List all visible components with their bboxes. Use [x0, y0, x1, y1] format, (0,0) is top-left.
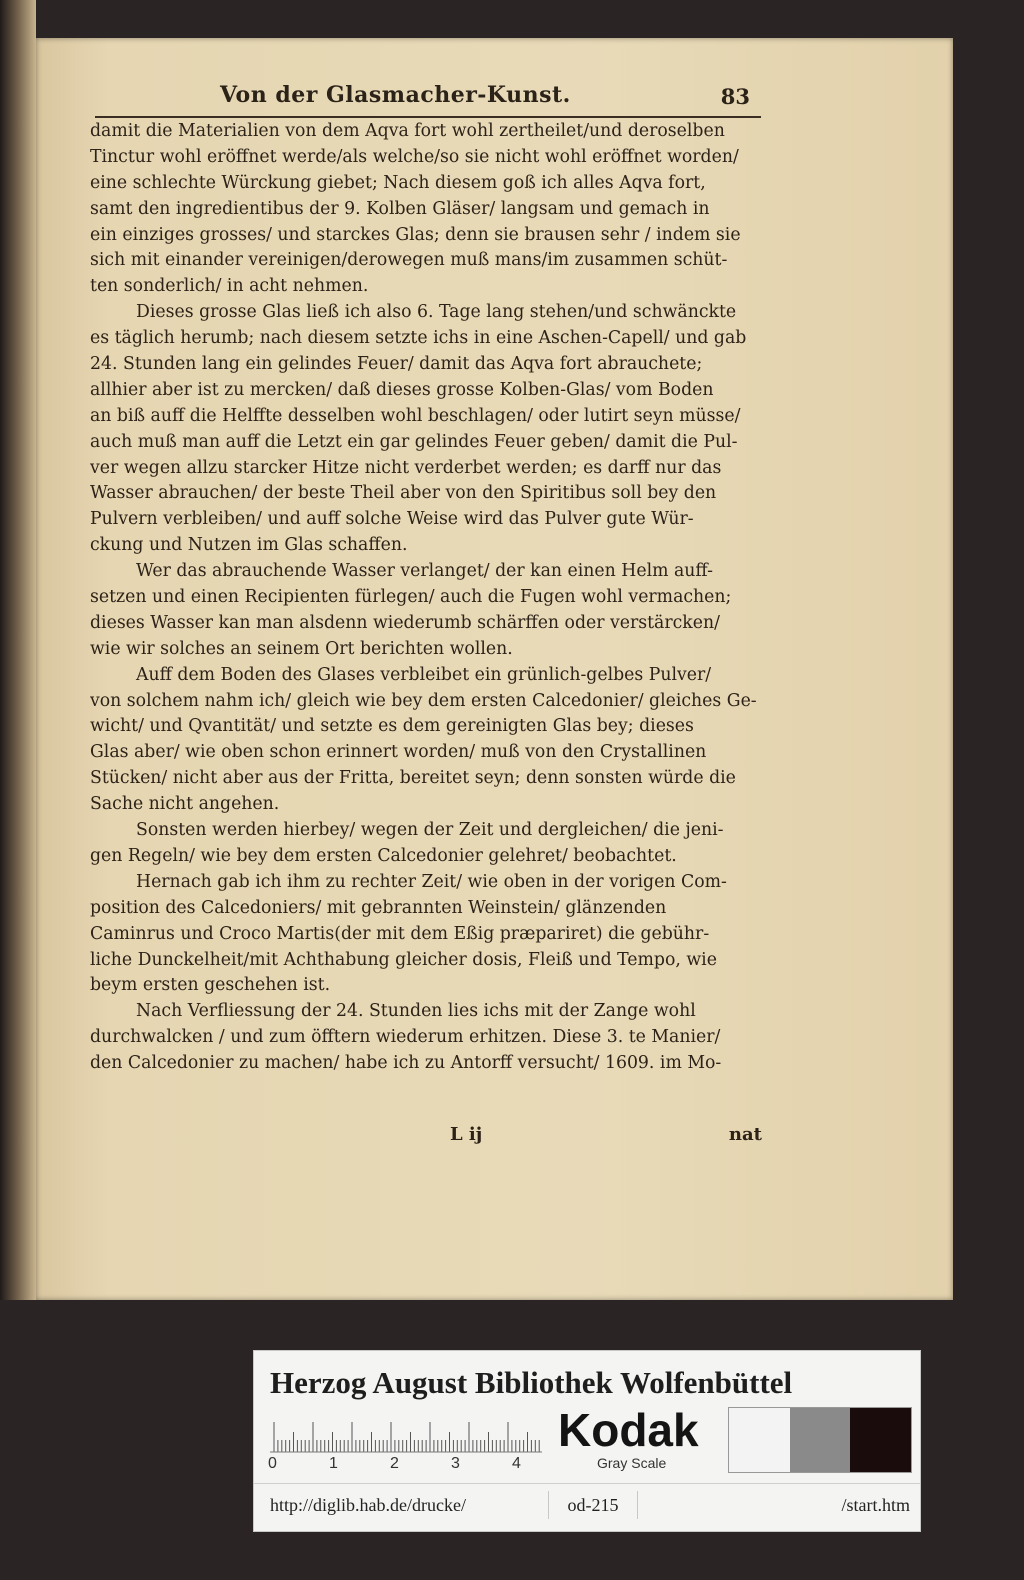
catchword: nat	[728, 1124, 762, 1145]
text-line: eine schlechte Würckung giebet; Nach diesem goß ich alles Aqva fort,	[90, 172, 706, 193]
scale-ruler	[270, 1413, 542, 1453]
text-line: Dieses grosse Glas ließ ich also 6. Tage lang stehen/und schwänckte	[136, 302, 737, 323]
url-base: http://diglib.hab.de/drucke/	[270, 1495, 466, 1515]
page-header	[60, 82, 750, 116]
running-title: Von der Glasmacher-Kunst.	[220, 82, 571, 108]
ruler-label: 0	[268, 1455, 277, 1472]
text-line: sich mit einander vereinigen/derowegen muß mans/im zusammen schüt-	[90, 250, 728, 271]
ruler-label: 3	[451, 1455, 460, 1472]
kodak-logo: Kodak	[558, 1404, 699, 1456]
text-line: Nach Verfliessung der 24. Stunden lies ichs mit der Zange wohl	[136, 1001, 696, 1022]
page-foot	[90, 1124, 762, 1150]
text-line: damit die Materialien von dem Aqva fort wohl zertheilet/und deroselben	[90, 121, 725, 141]
library-color-card	[253, 1350, 921, 1532]
text-line: Wasser abrauchen/ der beste Theil aber von den Spiritibus soll bey den	[90, 483, 717, 504]
text-line: es täglich herumb; nach diesem setzte ichs in eine Aschen-Capell/ und gab	[90, 328, 747, 349]
text-line: Tinctur wohl eröffnet werde/als welche/so sie nicht wohl eröffnet worden/	[90, 146, 739, 167]
text-line: allhier aber ist zu mercken/ daß dieses grosse Kolben-Glas/ vom Boden	[90, 379, 714, 400]
gray-swatch	[850, 1408, 911, 1472]
text-line: Pulvern verbleiben/ und auff solche Weise wird das Pulver gute Wür-	[90, 509, 694, 530]
text-line: Glas aber/ wie oben schon erinnert worden/ muß von den Crystallinen	[90, 742, 707, 763]
library-name: Herzog August Bibliothek Wolfenbüttel	[270, 1365, 793, 1400]
text-line: Auff dem Boden des Glases verbleibet ein grünlich-gelbes Pulver/	[136, 664, 712, 685]
ruler-label: 1	[329, 1455, 338, 1472]
url-suffix: /start.htm	[841, 1495, 910, 1515]
text-line: setzen und einen Recipienten fürlegen/ auch die Fugen wohl vermachen;	[90, 587, 732, 608]
header-rule	[95, 116, 761, 118]
text-line: dieses Wasser kan man alsdenn wiederumb schärffen oder verstärcken/	[90, 612, 720, 633]
text-line: ver wegen allzu starcker Hitze nicht verderbet werden; es darff nur das	[90, 457, 722, 478]
text-line: ckung und Nutzen im Glas schaffen.	[90, 535, 408, 556]
text-line: ein einziges grosses/ und starckes Glas; denn sie brausen sehr / indem sie	[90, 224, 741, 245]
text-line: Hernach gab ich ihm zu rechter Zeit/ wie oben in der vorigen Com-	[136, 871, 727, 892]
page-number: 83	[720, 84, 750, 109]
text-line: wie wir solches an seinem Ort berichten wollen.	[90, 638, 513, 659]
ruler-label: 2	[390, 1455, 399, 1472]
text-line: Wer das abrauchende Wasser verlanget/ der kan einen Helm auff-	[136, 561, 713, 582]
text-line: durchwalcken / und zum öfftern wiederum erhitzen. Diese 3. te Manier/	[90, 1027, 721, 1048]
book-spine-edge	[0, 0, 36, 1300]
url-shelfmark: od-215	[548, 1491, 638, 1519]
text-line: liche Dunckelheit/mit Achthabung gleicher dosis, Fleiß und Tempo, wie	[90, 949, 717, 970]
text-line: Sache nicht angehen.	[90, 794, 280, 815]
text-line: Sonsten werden hierbey/ wegen der Zeit und dergleichen/ die jeni-	[136, 820, 724, 841]
text-line: position des Calcedoniers/ mit gebrannten Weinstein/ glänzenden	[90, 897, 667, 918]
text-line: auch muß man auff die Letzt ein gar gelindes Feuer geben/ damit die Pul-	[90, 431, 738, 452]
grayscale-swatches	[728, 1407, 912, 1473]
text-line: an biß auff die Helffte desselben wohl beschlagen/ oder lutirt seyn müsse/	[90, 405, 741, 426]
text-line: den Calcedonier zu machen/ habe ich zu Antorff versucht/ 1609. im Mo-	[90, 1053, 722, 1074]
url-bar	[270, 1491, 910, 1519]
text-line: samt den ingredientibus der 9. Kolben Gläser/ langsam und gemach in	[90, 198, 710, 219]
signature-mark: L ij	[450, 1124, 483, 1145]
text-line: beym ersten geschehen ist.	[90, 975, 331, 996]
gray-swatch	[790, 1408, 851, 1472]
text-line: ten sonderlich/ in acht nehmen.	[90, 276, 369, 297]
card-divider	[254, 1483, 920, 1484]
text-line: Caminrus und Croco Martis(der mit dem Eßig præpariret) die gebühr-	[90, 923, 710, 944]
text-line: 24. Stunden lang ein gelindes Feuer/ damit das Aqva fort abrauchete;	[90, 354, 703, 375]
text-line: gen Regeln/ wie bey dem ersten Calcedonier gelehret/ beobachtet.	[90, 845, 677, 866]
ruler-label: 4	[512, 1455, 521, 1472]
ruler-labels	[268, 1455, 528, 1473]
body-text	[90, 119, 762, 1077]
text-line: Stücken/ nicht aber aus der Fritta, bereitet seyn; denn sonsten würde die	[90, 768, 736, 789]
text-line: von solchem nahm ich/ gleich wie bey dem ersten Calcedonier/ gleiches Ge-	[90, 690, 757, 711]
grayscale-label: Gray Scale	[597, 1455, 667, 1471]
text-line: wicht/ und Qvantität/ und setzte es dem gereinigten Glas bey; dieses	[90, 716, 694, 737]
gray-swatch	[729, 1408, 790, 1472]
